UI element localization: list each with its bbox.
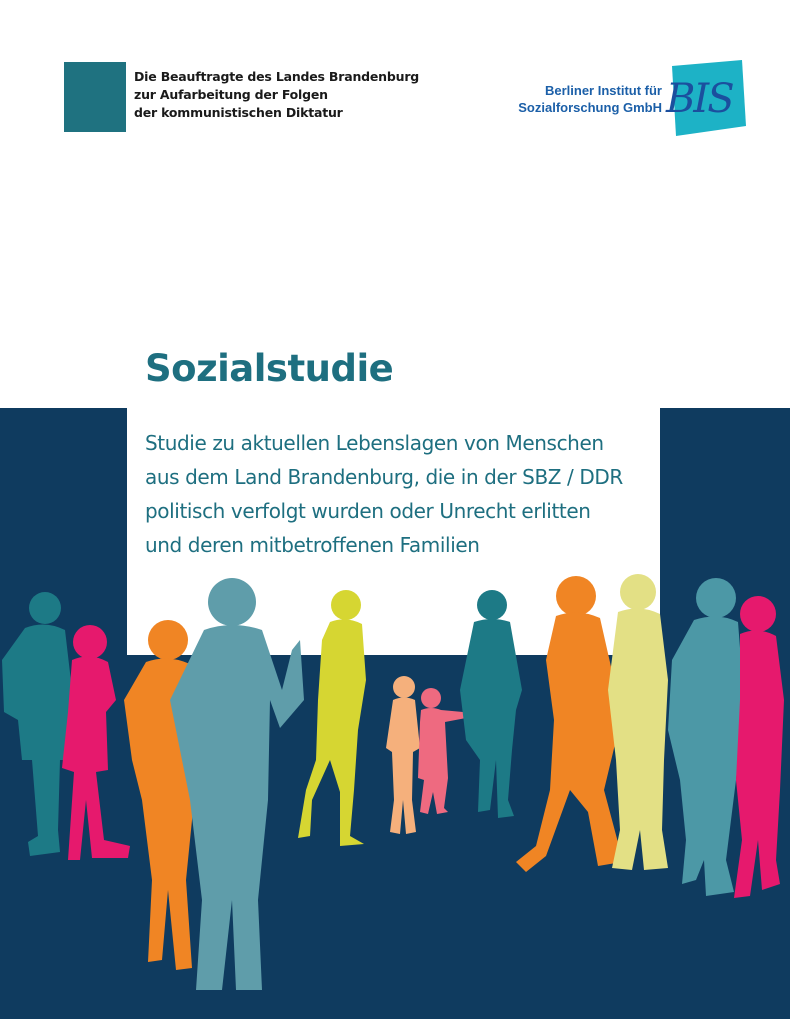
bis-badge-icon (662, 60, 746, 136)
commissioner-logo-mark (64, 62, 126, 132)
subtitle-line: aus dem Land Brandenburg, die in der SBZ / DDR (145, 465, 623, 489)
figure-man-greyblue (170, 578, 304, 990)
figure-man-lime (298, 590, 366, 846)
subtitle-line: Studie zu aktuellen Lebenslagen von Menschen (145, 431, 604, 455)
subtitle-line: und deren mitbetroffenen Familien (145, 533, 480, 557)
figure-man-teal (460, 590, 522, 818)
commissioner-name-line: zur Aufarbeitung der Folgen (134, 87, 328, 102)
commissioner-name (134, 68, 419, 122)
figure-man-teal-right (668, 578, 744, 896)
figure-man-paleyellow (608, 574, 668, 870)
crowd-illustration (0, 560, 790, 1019)
commissioner-name-line: Die Beauftragte des Landes Brandenburg (134, 69, 420, 84)
figure-girl-peach (386, 676, 420, 834)
cover-subtitle (145, 426, 655, 562)
cover-title: Sozialstudie (145, 347, 394, 390)
figure-woman-magenta-right (734, 596, 784, 898)
commissioner-logo (64, 62, 464, 134)
bis-institute-name (518, 82, 662, 116)
subtitle-line: politisch verfolgt wurden oder Unrecht erlitten (145, 499, 591, 523)
figure-backpack-man (2, 592, 72, 856)
figure-child-pink (418, 688, 466, 814)
svg-text:BIS: BIS (666, 76, 733, 122)
commissioner-name-line: der kommunistischen Diktatur (134, 105, 343, 120)
figure-man-orange-walking (516, 576, 622, 872)
figure-woman-magenta (62, 625, 130, 860)
bis-logo (488, 60, 758, 138)
bis-name-line: Sozialforschung GmbH (518, 100, 662, 115)
bis-name-line: Berliner Institut für (544, 83, 662, 98)
